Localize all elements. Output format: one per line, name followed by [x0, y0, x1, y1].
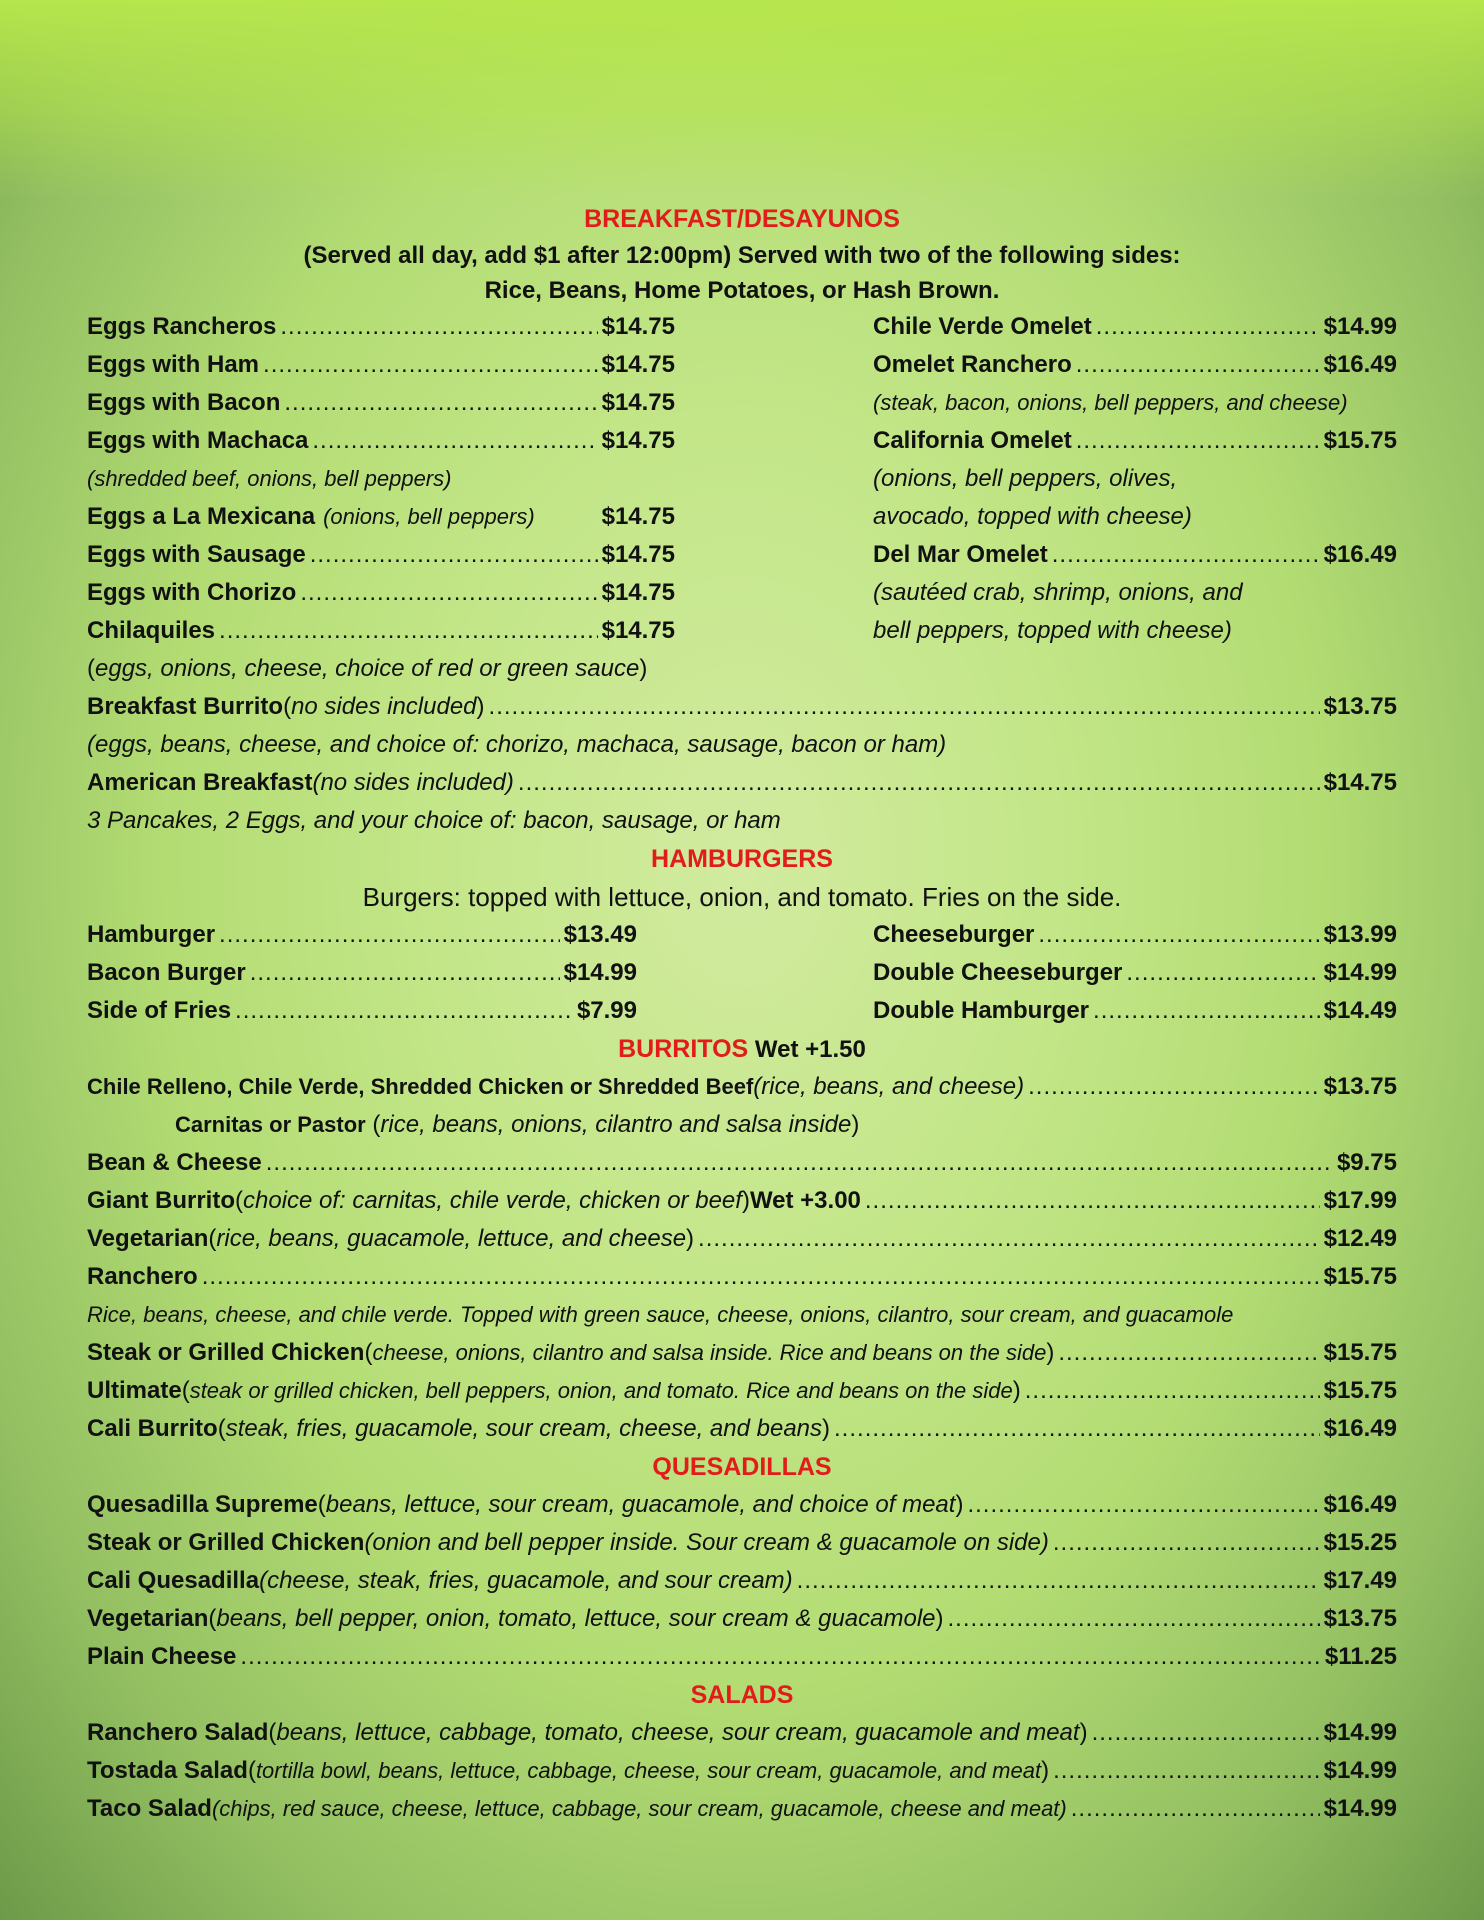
breakfast-subtitle-1: (Served all day, add $1 after 12:00pm) Served with two of the following sides: — [303, 242, 1181, 269]
item-name: Carnitas or Pastor — [175, 1112, 366, 1137]
menu-item — [87, 1144, 1397, 1182]
dot-leader — [834, 1410, 1320, 1448]
menu-item — [87, 346, 675, 384]
burritos-heading: BURRITOS — [618, 1035, 749, 1063]
paren-open: ( — [268, 1719, 277, 1746]
item-name: American Breakfast — [87, 769, 313, 796]
burritos-heading-line — [87, 1030, 1397, 1068]
paren-close: ) — [955, 1491, 964, 1518]
hamburgers-columns — [87, 916, 1397, 1030]
item-name: Breakfast Burrito — [87, 693, 284, 720]
item-price: $14.99 — [1323, 313, 1397, 340]
dot-leader — [284, 384, 597, 422]
menu-item — [87, 422, 675, 460]
dot-leader — [518, 764, 1320, 802]
paren-close: ) — [1012, 1377, 1021, 1404]
item-name: California Omelet — [873, 427, 1072, 454]
item-name: Double Cheeseburger — [873, 959, 1123, 986]
dot-leader — [1096, 308, 1320, 346]
item-price: $14.75 — [601, 503, 675, 530]
item-description: Rice, beans, cheese, and chile verde. Topped with green sauce, cheese, onions, cilantro, sour cream, and guacamole — [87, 1302, 1234, 1327]
dot-leader — [235, 992, 573, 1030]
item-name: Eggs with Sausage — [87, 541, 306, 568]
item-name: Side of Fries — [87, 997, 232, 1024]
dot-leader — [280, 308, 597, 346]
menu-item — [87, 1334, 1397, 1372]
dot-leader — [948, 1600, 1320, 1638]
description-text: (onion and bell pepper inside. Sour cream & guacamole on side) — [364, 1529, 1049, 1556]
menu-item — [87, 1486, 1397, 1524]
dot-leader — [202, 1258, 1320, 1296]
breakfast-heading: BREAKFAST/DESAYUNOS — [584, 205, 900, 233]
quesadillas-heading: QUESADILLAS — [652, 1453, 832, 1481]
item-price: $14.75 — [601, 313, 675, 340]
item-name: Eggs with Machaca — [87, 427, 309, 454]
description-text: beans, bell pepper, onion, tomato, lettuce, sour cream & guacamole — [216, 1605, 936, 1632]
dot-leader — [263, 346, 598, 384]
menu-item — [87, 1562, 1397, 1600]
item-name: Eggs with Chorizo — [87, 579, 297, 606]
item-name: Omelet Ranchero — [873, 351, 1072, 378]
hamburgers-subtitle: Burgers: topped with lettuce, onion, and tomato. Fries on the side. — [362, 882, 1122, 912]
item-name: Ranchero — [87, 1263, 198, 1290]
dot-leader — [312, 422, 597, 460]
item-name: Chilaquiles — [87, 617, 216, 644]
item-name: Hamburger — [87, 921, 216, 948]
item-name: Eggs with Bacon — [87, 389, 281, 416]
dot-leader — [1093, 992, 1320, 1030]
menu-item — [87, 1106, 1397, 1144]
menu-item — [87, 954, 637, 992]
item-price: $13.75 — [1323, 1073, 1397, 1100]
wet-extra: Wet +3.00 — [749, 1187, 861, 1214]
menu-page — [87, 200, 1397, 1828]
paren-close: ) — [1041, 1757, 1050, 1784]
description-text: no sides included — [291, 693, 477, 720]
dot-leader — [1053, 1752, 1320, 1790]
item-price: $14.75 — [601, 351, 675, 378]
top-glow — [0, 0, 1484, 200]
item-name: Ranchero Salad — [87, 1719, 269, 1746]
item-price: $16.49 — [1323, 541, 1397, 568]
item-name: Eggs Rancheros — [87, 313, 277, 340]
paren-close: ) — [935, 1605, 944, 1632]
dot-leader — [1028, 1068, 1319, 1106]
breakfast-right-column — [873, 308, 1397, 650]
description-text: cheese, onions, cilantro and salsa inside. Rice and beans on the side — [372, 1340, 1047, 1365]
item-description: avocado, topped with cheese) — [873, 503, 1192, 530]
dot-leader — [266, 1144, 1333, 1182]
item-description: (sautéed crab, shrimp, onions, and — [873, 579, 1243, 606]
menu-item — [87, 764, 1397, 802]
menu-item — [87, 384, 675, 422]
item-name: Chile Verde Omelet — [873, 313, 1092, 340]
menu-item — [87, 1372, 1397, 1410]
description-text: rice, beans, guacamole, lettuce, and cheese — [216, 1225, 687, 1252]
menu-item — [87, 498, 675, 536]
item-price: $14.75 — [601, 541, 675, 568]
menu-item — [87, 1790, 1397, 1828]
menu-item — [873, 992, 1397, 1030]
breakfast-columns — [87, 308, 1397, 650]
menu-item — [87, 1638, 1397, 1676]
paren-open: ( — [364, 1339, 373, 1366]
menu-item — [873, 346, 1397, 384]
paren-close: ) — [1079, 1719, 1088, 1746]
item-price: $14.75 — [601, 617, 675, 644]
salads-heading: SALADS — [690, 1681, 794, 1709]
paren-close: ) — [741, 1187, 750, 1214]
dot-leader — [1092, 1714, 1320, 1752]
item-price: $13.75 — [1323, 693, 1397, 720]
item-price: $15.75 — [1323, 427, 1397, 454]
hamburgers-left-column — [87, 916, 637, 1030]
item-price: $13.49 — [563, 921, 637, 948]
dot-leader — [240, 1638, 1321, 1676]
dot-leader — [310, 536, 598, 574]
item-price: $16.49 — [1323, 351, 1397, 378]
menu-item — [87, 688, 1397, 726]
description-text: steak, fries, guacamole, sour cream, cheese, and beans — [225, 1415, 823, 1442]
item-price: $13.99 — [1323, 921, 1397, 948]
description-text: steak or grilled chicken, bell peppers, onion, and tomato. Rice and beans on the side — [189, 1378, 1013, 1403]
item-price: $7.99 — [576, 997, 637, 1024]
hamburgers-heading: HAMBURGERS — [651, 845, 833, 873]
menu-item — [873, 916, 1397, 954]
description-text: (chips, red sauce, cheese, lettuce, cabbage, sour cream, guacamole, cheese and meat) — [211, 1796, 1067, 1821]
breakfast-subtitle-2: Rice, Beans, Home Potatoes, or Hash Brown. — [484, 277, 1000, 304]
dot-leader — [1058, 1334, 1319, 1372]
dot-leader — [1076, 422, 1320, 460]
paren-open: ( — [235, 1187, 243, 1214]
dot-leader — [250, 954, 560, 992]
paren-open: ( — [283, 693, 292, 720]
paren-close: ) — [639, 655, 648, 682]
dot-leader — [489, 688, 1320, 726]
item-price: $14.99 — [1323, 1757, 1397, 1784]
paren-open: ( — [317, 1491, 326, 1518]
dot-leader — [1052, 536, 1320, 574]
menu-item — [87, 1220, 1397, 1258]
dot-leader — [1071, 1790, 1320, 1828]
menu-item — [87, 308, 675, 346]
dot-leader — [219, 916, 560, 954]
item-price: $13.75 — [1323, 1605, 1397, 1632]
item-name: Taco Salad — [87, 1795, 212, 1822]
item-name: Plain Cheese — [87, 1643, 237, 1670]
item-name: Ultimate — [87, 1377, 182, 1404]
description-text: (rice, beans, and cheese) — [753, 1073, 1025, 1100]
dot-leader — [1126, 954, 1319, 992]
description-text: rice, beans, onions, cilantro and salsa inside — [380, 1111, 852, 1138]
item-price: $14.75 — [601, 389, 675, 416]
item-price: $11.25 — [1324, 1643, 1397, 1670]
item-name: Giant Burrito — [87, 1187, 235, 1214]
dot-leader — [797, 1562, 1320, 1600]
menu-item — [87, 1258, 1397, 1296]
menu-item — [87, 1068, 1397, 1106]
burritos-wet-note: Wet +1.50 — [748, 1036, 866, 1063]
item-name: Double Hamburger — [873, 997, 1090, 1024]
breakfast-left-column — [87, 308, 675, 650]
hamburgers-right-column — [873, 916, 1397, 1030]
dot-leader — [1053, 1524, 1320, 1562]
menu-item — [87, 992, 637, 1030]
item-price: $14.99 — [1323, 1719, 1397, 1746]
item-price: $14.75 — [601, 579, 675, 606]
item-price: $16.49 — [1323, 1491, 1397, 1518]
paren-close: ) — [1046, 1339, 1055, 1366]
dot-leader — [1025, 1372, 1320, 1410]
item-name: Tostada Salad — [87, 1757, 248, 1784]
dot-leader — [967, 1486, 1319, 1524]
item-description — [87, 650, 1397, 688]
item-name: Steak or Grilled Chicken — [87, 1529, 365, 1556]
menu-item — [87, 612, 675, 650]
dot-leader — [865, 1182, 1320, 1220]
dot-leader — [1038, 916, 1319, 954]
item-name: Vegetarian — [87, 1225, 209, 1252]
item-description: 3 Pancakes, 2 Eggs, and your choice of: bacon, sausage, or ham — [87, 807, 781, 834]
description-text: (no sides included) — [312, 769, 514, 796]
menu-item — [87, 1600, 1397, 1638]
item-description: (shredded beef, onions, bell peppers) — [87, 466, 452, 491]
item-price: $9.75 — [1336, 1149, 1397, 1176]
item-name: Vegetarian — [87, 1605, 209, 1632]
paren-close: ) — [476, 693, 485, 720]
item-price: $15.75 — [1323, 1377, 1397, 1404]
item-description: (onions, bell peppers) — [323, 504, 535, 529]
menu-item — [87, 574, 675, 612]
paren-open: ( — [87, 655, 95, 682]
paren-open: ( — [247, 1757, 256, 1784]
item-name: Eggs a La Mexicana — [87, 503, 316, 530]
paren-open: ( — [217, 1415, 226, 1442]
item-price: $17.99 — [1323, 1187, 1397, 1214]
item-name: Cali Quesadilla — [87, 1567, 260, 1594]
item-price: $14.99 — [563, 959, 637, 986]
dot-leader — [698, 1220, 1320, 1258]
item-name: Bacon Burger — [87, 959, 246, 986]
dot-leader — [300, 574, 597, 612]
menu-item — [873, 954, 1397, 992]
menu-item — [87, 1752, 1397, 1790]
description-text: beans, lettuce, sour cream, guacamole, and choice of meat — [325, 1491, 956, 1518]
item-description: (steak, bacon, onions, bell peppers, and cheese) — [873, 390, 1348, 415]
item-name: Quesadilla Supreme — [87, 1491, 318, 1518]
item-name: Bean & Cheese — [87, 1149, 262, 1176]
menu-item — [873, 422, 1397, 460]
paren-close: ) — [686, 1225, 695, 1252]
item-name: Cheeseburger — [873, 921, 1035, 948]
paren-open: ( — [208, 1605, 217, 1632]
item-name: Del Mar Omelet — [873, 541, 1048, 568]
dot-leader — [1076, 346, 1320, 384]
dot-leader — [219, 612, 598, 650]
menu-item — [87, 916, 637, 954]
paren-close: ) — [822, 1415, 831, 1442]
menu-item — [87, 1410, 1397, 1448]
item-price: $15.75 — [1323, 1263, 1397, 1290]
item-description: (onions, bell peppers, olives, — [873, 465, 1178, 492]
item-name: Chile Relleno, Chile Verde, Shredded Chicken or Shredded Beef — [87, 1074, 754, 1099]
item-price: $12.49 — [1323, 1225, 1397, 1252]
paren-open: ( — [181, 1377, 190, 1404]
menu-item — [873, 536, 1397, 574]
paren-open: ( — [365, 1111, 381, 1138]
item-price: $15.75 — [1323, 1339, 1397, 1366]
description-text: (cheese, steak, fries, guacamole, and sour cream) — [259, 1567, 793, 1594]
description-text: beans, lettuce, cabbage, tomato, cheese, sour cream, guacamole and meat — [276, 1719, 1080, 1746]
item-name: Cali Burrito — [87, 1415, 218, 1442]
menu-item — [873, 308, 1397, 346]
item-name: Steak or Grilled Chicken — [87, 1339, 365, 1366]
item-price: $14.75 — [601, 427, 675, 454]
item-price: $14.75 — [1323, 769, 1397, 796]
item-price: $15.25 — [1323, 1529, 1397, 1556]
item-price: $16.49 — [1323, 1415, 1397, 1442]
description-text: tortilla bowl, beans, lettuce, cabbage, cheese, sour cream, guacamole, and meat — [255, 1758, 1042, 1783]
item-description: bell peppers, topped with cheese) — [873, 617, 1232, 644]
description-text: choice of: carnitas, chile verde, chicken or beef — [243, 1187, 742, 1214]
description-text: eggs, onions, cheese, choice of red or green sauce — [95, 655, 640, 682]
menu-item — [87, 1182, 1397, 1220]
menu-item — [87, 536, 675, 574]
item-name: Eggs with Ham — [87, 351, 260, 378]
item-price: $14.99 — [1323, 959, 1397, 986]
paren-close: ) — [851, 1111, 860, 1138]
menu-item — [87, 1714, 1397, 1752]
item-description: (eggs, beans, cheese, and choice of: chorizo, machaca, sausage, bacon or ham) — [87, 731, 947, 758]
paren-open: ( — [208, 1225, 217, 1252]
menu-item — [87, 1524, 1397, 1562]
item-price: $14.99 — [1323, 1795, 1397, 1822]
item-price: $14.49 — [1323, 997, 1397, 1024]
item-price: $17.49 — [1323, 1567, 1397, 1594]
